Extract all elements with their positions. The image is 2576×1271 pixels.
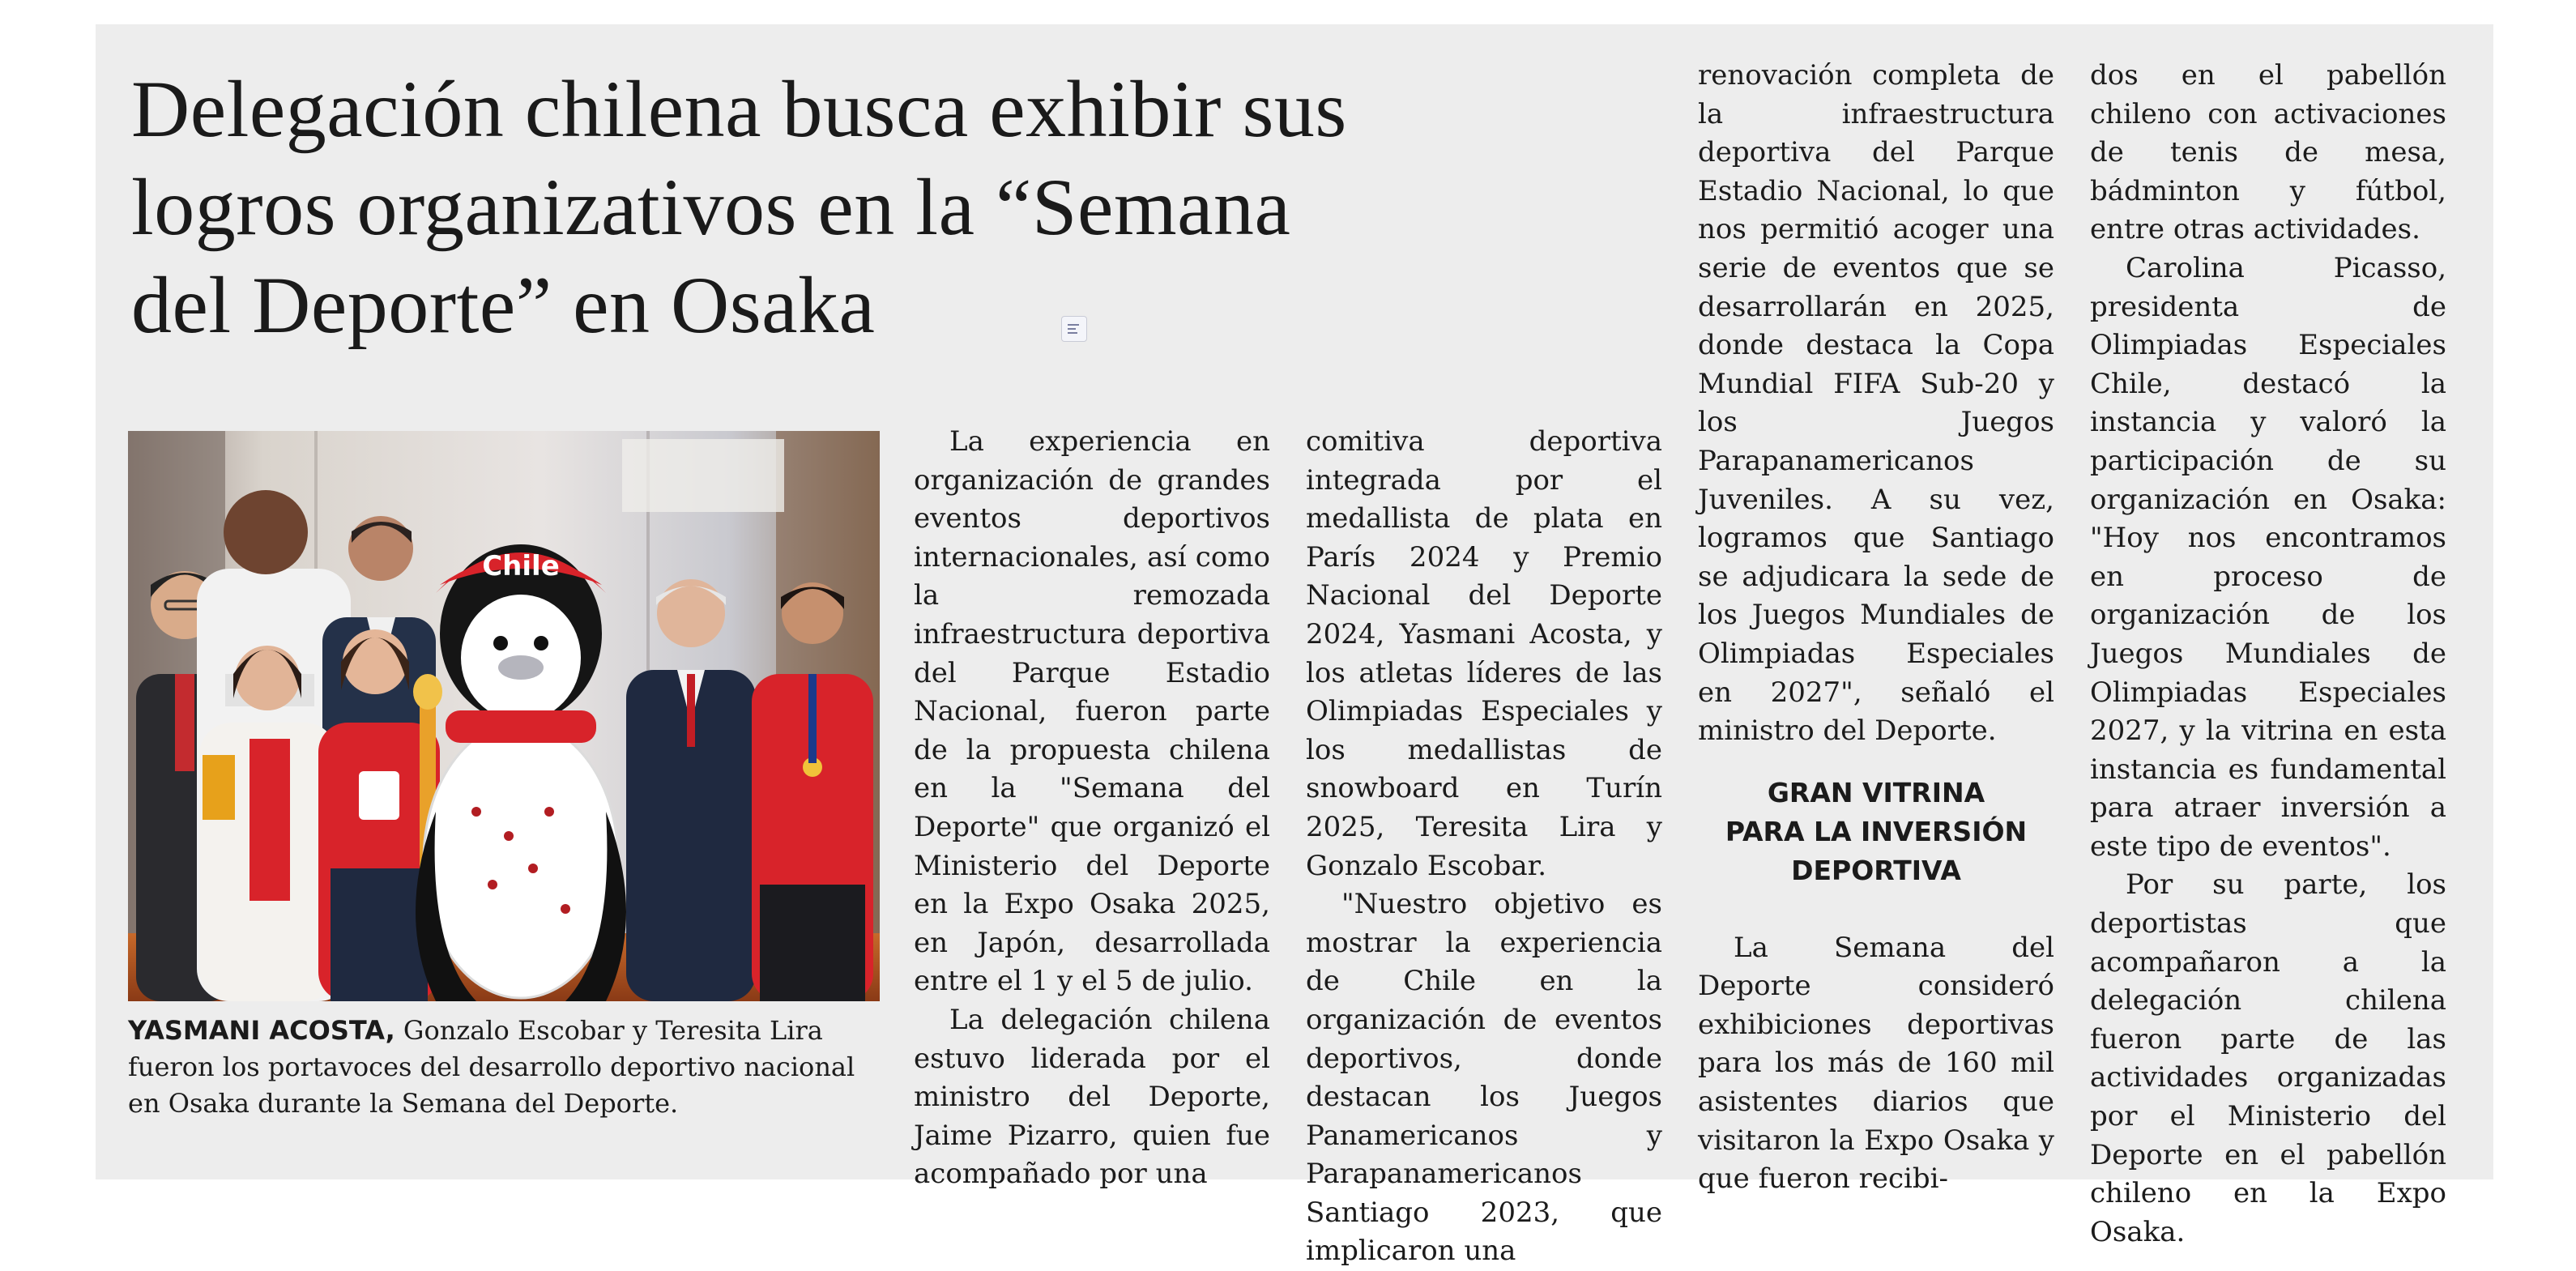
headline-line-1: Delegación chilena busca exhibir sus — [131, 64, 1347, 154]
article-column-2 — [1306, 423, 1662, 1271]
paragraph: La Semana del Deporte consideró exhibiciones deportivas para los más de 160 mil asistentes diarios que visitaron la Expo Osaka y que fueron recibi- — [1698, 931, 2054, 1196]
caption-lead: YASMANI ACOSTA, — [128, 1015, 395, 1046]
photo-caption — [128, 1013, 889, 1122]
paragraph: comitiva deportiva integrada por el medallista de plata en París 2024 y Premio Nacional del Deporte 2024, Yasmani Acosta, y los atletas líderes de las Olimpiadas Especiales y los medallistas de snowboard en Turín 2025, Teresita Lira y Gonzalo Escobar. — [1306, 425, 1662, 882]
paragraph: La delegación chilena estuvo liderada por el ministro del Deporte, Jaime Pizarro, quien fue acompañado por una — [914, 1003, 1270, 1191]
headline-line-3: del Deporte” en Osaka — [131, 260, 876, 350]
subheading-line-1: GRAN VITRINA — [1767, 776, 1985, 808]
subheading — [1698, 774, 2054, 890]
article-column-1 — [914, 423, 1270, 1194]
paragraph: La experiencia en organización de grandes eventos deportivos internacionales, así como la remozada infraestructura deportiva del Parque Estadio Nacional, fueron parte de la propuesta chilena en la "Semana del Deporte" que organizó el Ministerio del Deporte en la Expo Osaka 2025, en Japón, desarrollada entre el 1 y el 5 de julio. — [914, 425, 1270, 998]
delegation-photo — [128, 431, 880, 1001]
paragraph: Por su parte, los deportistas que acompañaron a la delegación chilena fueron parte de las actividades organizadas por el Ministerio del Deporte en el pabellón chileno en la Expo Osaka. — [2090, 868, 2446, 1248]
caption-text: Gonzalo Escobar y Teresita Lira fueron los portavoces del desarrollo deportivo nacional en Osaka durante la Semana del Deporte. — [128, 1015, 855, 1119]
paragraph: Carolina Picasso, presidenta de Olimpiadas Especiales Chile, destacó la instancia y valoró la participación de su organización en Osaka: "Hoy nos encontramos en proceso de organización de los Juegos Mundiales de Olimpiadas Especiales 2027, y la vitrina en esta instancia es fundamental para atraer inversión a este tipo de eventos". — [2090, 251, 2446, 863]
headline-line-2: logros organizativos en la “Semana — [131, 162, 1291, 252]
subheading-line-2: PARA LA INVERSIÓN — [1725, 815, 2028, 847]
article-column-3 — [1698, 57, 2054, 1199]
paragraph: renovación completa de la infraestructura deportiva del Parque Estadio Nacional, lo que nos permitió acoger una serie de eventos que se desarrollarán en 2025, donde destaca la Copa Mundial FIFA Sub-20 y los Juegos Parapanamericanos Juveniles. A su vez, logramos que Santiago se adjudicara la sede de los Juegos Mundiales de Olimpiadas Especiales en 2027", señaló el ministro del Deporte. — [1698, 59, 2054, 748]
paragraph: dos en el pabellón chileno con activaciones de tenis de mesa, bádminton y fútbol, entre otras actividades. — [2090, 59, 2446, 246]
subheading-line-3: DEPORTIVA — [1791, 854, 1961, 886]
mascot-cap-text: Chile — [482, 550, 560, 582]
annotation-note-icon[interactable] — [1061, 316, 1087, 342]
penguin-mascot-icon — [416, 544, 626, 1001]
headline — [131, 60, 1654, 354]
article-column-4 — [2090, 57, 2446, 1252]
paragraph: "Nuestro objetivo es mostrar la experiencia de Chile en la organización de eventos deportivos, donde destacan los Juegos Panamericanos y Parapanamericanos Santiago 2023, que implicaron una — [1306, 888, 1662, 1268]
delegation-photo-illustration — [128, 431, 880, 1001]
